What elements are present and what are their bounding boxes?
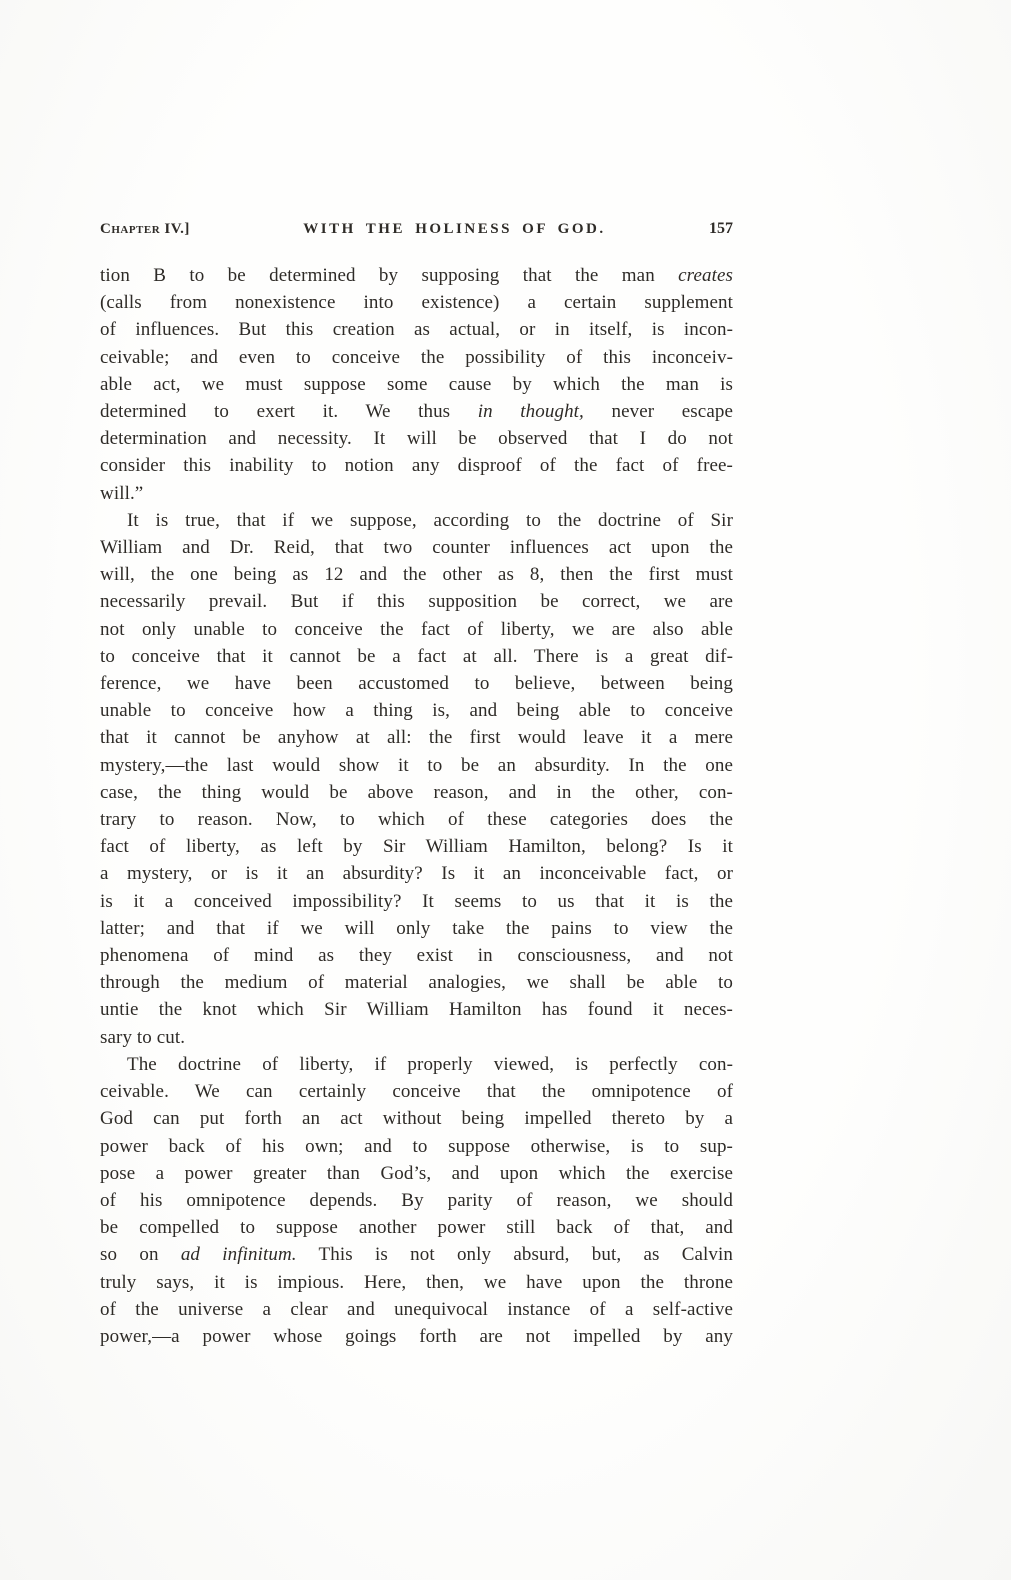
page-content (100, 220, 733, 1350)
text-line: necessarily prevail. But if this supposition be correct, we are (100, 591, 733, 613)
text-line: fact of liberty, as left by Sir William Hamilton, belong? Is it (100, 836, 733, 858)
text-line: be compelled to suppose another power still back of that, and (100, 1217, 733, 1239)
text-line: ceivable; and even to conceive the possibility of this inconceiv- (100, 346, 733, 368)
text-line: truly says, it is impious. Here, then, we have upon the throne (100, 1271, 733, 1293)
text-line: power,—a power whose goings forth are not impelled by any (100, 1325, 733, 1347)
text-line: determined to exert it. We thus in thought, never escape (100, 401, 733, 423)
text-line: The doctrine of liberty, if properly viewed, is perfectly con- (127, 1053, 733, 1075)
paragraph (100, 262, 733, 507)
paragraph (100, 507, 733, 1051)
text-line: of influences. But this creation as actual, or in itself, is incon- (100, 319, 733, 341)
text-line: through the medium of material analogies, we shall be able to (100, 972, 733, 994)
text-line: ceivable. We can certainly conceive that the omnipotence of (100, 1081, 733, 1103)
text-line: God can put forth an act without being impelled thereto by a (100, 1108, 733, 1130)
text-line: that it cannot be anyhow at all: the first would leave it a mere (100, 727, 733, 749)
text-line: will.” (100, 482, 144, 504)
text-line: trary to reason. Now, to which of these categories does the (100, 809, 733, 831)
text-line: is it a conceived impossibility? It seems to us that it is the (100, 890, 733, 912)
emphasis-text: in thought, (477, 401, 584, 423)
text-line: of his omnipotence depends. By parity of reason, we should (100, 1189, 733, 1211)
page-body (100, 262, 733, 1350)
text-line: tion B to be determined by supposing that the man creates (100, 265, 733, 286)
emphasis-text: creates (678, 265, 733, 286)
text-line: power back of his own; and to suppose otherwise, is to sup- (100, 1135, 733, 1157)
text-line: consider this inability to notion any disproof of the fact of free- (100, 455, 733, 477)
text-line: latter; and that if we will only take the pains to view the (100, 917, 733, 939)
text-line: determination and necessity. It will be observed that I do not (100, 428, 733, 450)
running-head: WITH THE HOLINESS OF GOD. (303, 221, 606, 237)
text-line: able act, we must suppose some cause by which the man is (100, 373, 733, 395)
text-line: to conceive that it cannot be a fact at all. There is a great dif- (100, 645, 733, 667)
text-line: not only unable to conceive the fact of liberty, we are also able (100, 618, 733, 640)
text-line: (calls from nonexistence into existence) a certain supplement (100, 292, 733, 314)
text-line: ference, we have been accustomed to believe, between being (100, 673, 733, 695)
text-line: mystery,—the last would show it to be an absurdity. In the one (100, 754, 733, 776)
emphasis-text: ad infinitum. (180, 1244, 297, 1266)
text-line: of the universe a clear and unequivocal instance of a self-active (100, 1298, 733, 1320)
chapter-label: Chapter IV.] (100, 221, 190, 237)
text-line: phenomena of mind as they exist in consciousness, and not (100, 945, 733, 967)
text-line: will, the one being as 12 and the other as 8, then the first must (100, 564, 733, 586)
page-number: 157 (709, 220, 733, 237)
page-header (100, 220, 733, 238)
text-line: William and Dr. Reid, that two counter influences act upon the (100, 537, 733, 559)
text-line: It is true, that if we suppose, according to the doctrine of Sir (127, 509, 733, 531)
text-line: so on ad infinitum. This is not only absurd, but, as Calvin (100, 1244, 733, 1266)
text-line: unable to conceive how a thing is, and being able to conceive (100, 700, 733, 722)
text-line: pose a power greater than God’s, and upon which the exercise (100, 1162, 733, 1184)
text-line: sary to cut. (100, 1026, 186, 1048)
paragraph (100, 1051, 733, 1350)
text-line: case, the thing would be above reason, and in the other, con- (100, 781, 733, 803)
text-line: untie the knot which Sir William Hamilton has found it neces- (100, 999, 733, 1021)
text-line: a mystery, or is it an absurdity? Is it an inconceivable fact, or (100, 863, 733, 885)
